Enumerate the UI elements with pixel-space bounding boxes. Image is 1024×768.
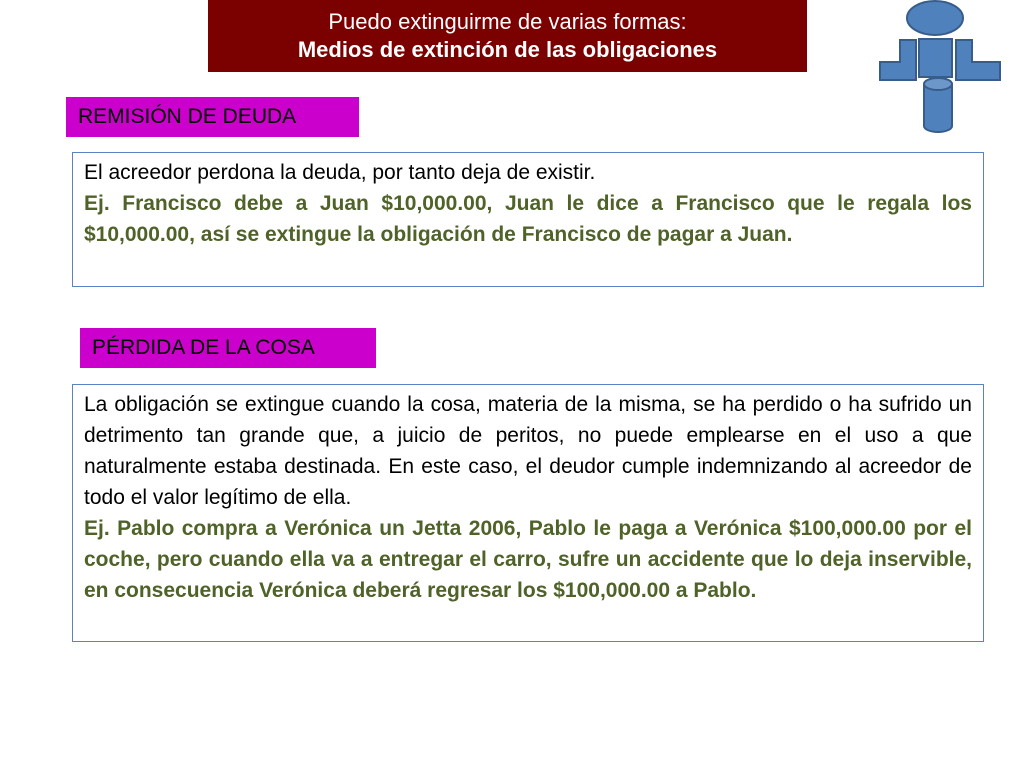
figure-head — [907, 1, 963, 35]
remision-definition: El acreedor perdona la deuda, por tanto deja de existir. — [84, 161, 596, 184]
remision-content-box — [72, 152, 984, 287]
title-line-1: Puedo extinguirme de varias formas: — [328, 9, 687, 34]
perdida-example: Ej. Pablo compra a Verónica un Jetta 2006, Pablo le paga a Verónica $100,000.00 por el coche, pero cuando ella va a entregar el carro, sufre un accidente que lo deja inservible, en consecuencia Verónica deberá regresar los $100,000.00 a Pablo. — [84, 517, 972, 602]
person-figure-icon — [876, 0, 1002, 136]
figure-right-arm — [956, 40, 1000, 80]
figure-body-top — [924, 78, 952, 90]
perdida-definition: La obligación se extingue cuando la cosa, materia de la misma, se ha perdido o ha sufrido un detrimento tan grande que, a juicio de peritos, no puede emplearse en el uso a que naturalmente estaba destinada. En este caso, el deudor cumple indemnizando al acreedor de todo el valor legítimo de ella. — [84, 393, 972, 509]
figure-left-arm — [880, 40, 916, 80]
perdida-content-box — [72, 384, 984, 642]
remision-example: Ej. Francisco debe a Juan $10,000.00, Juan le dice a Francisco que le regala los $10,000.00, así se extingue la obligación de Francisco de pagar a Juan. — [84, 192, 972, 246]
title-line-2: Medios de extinción de las obligaciones — [297, 37, 718, 62]
tag-perdida-de-la-cosa: PÉRDIDA DE LA COSA — [80, 328, 376, 368]
figure-torso — [919, 39, 952, 77]
tag-remision-de-deuda: REMISIÓN DE DEUDA — [66, 97, 359, 137]
title-banner — [208, 0, 807, 72]
